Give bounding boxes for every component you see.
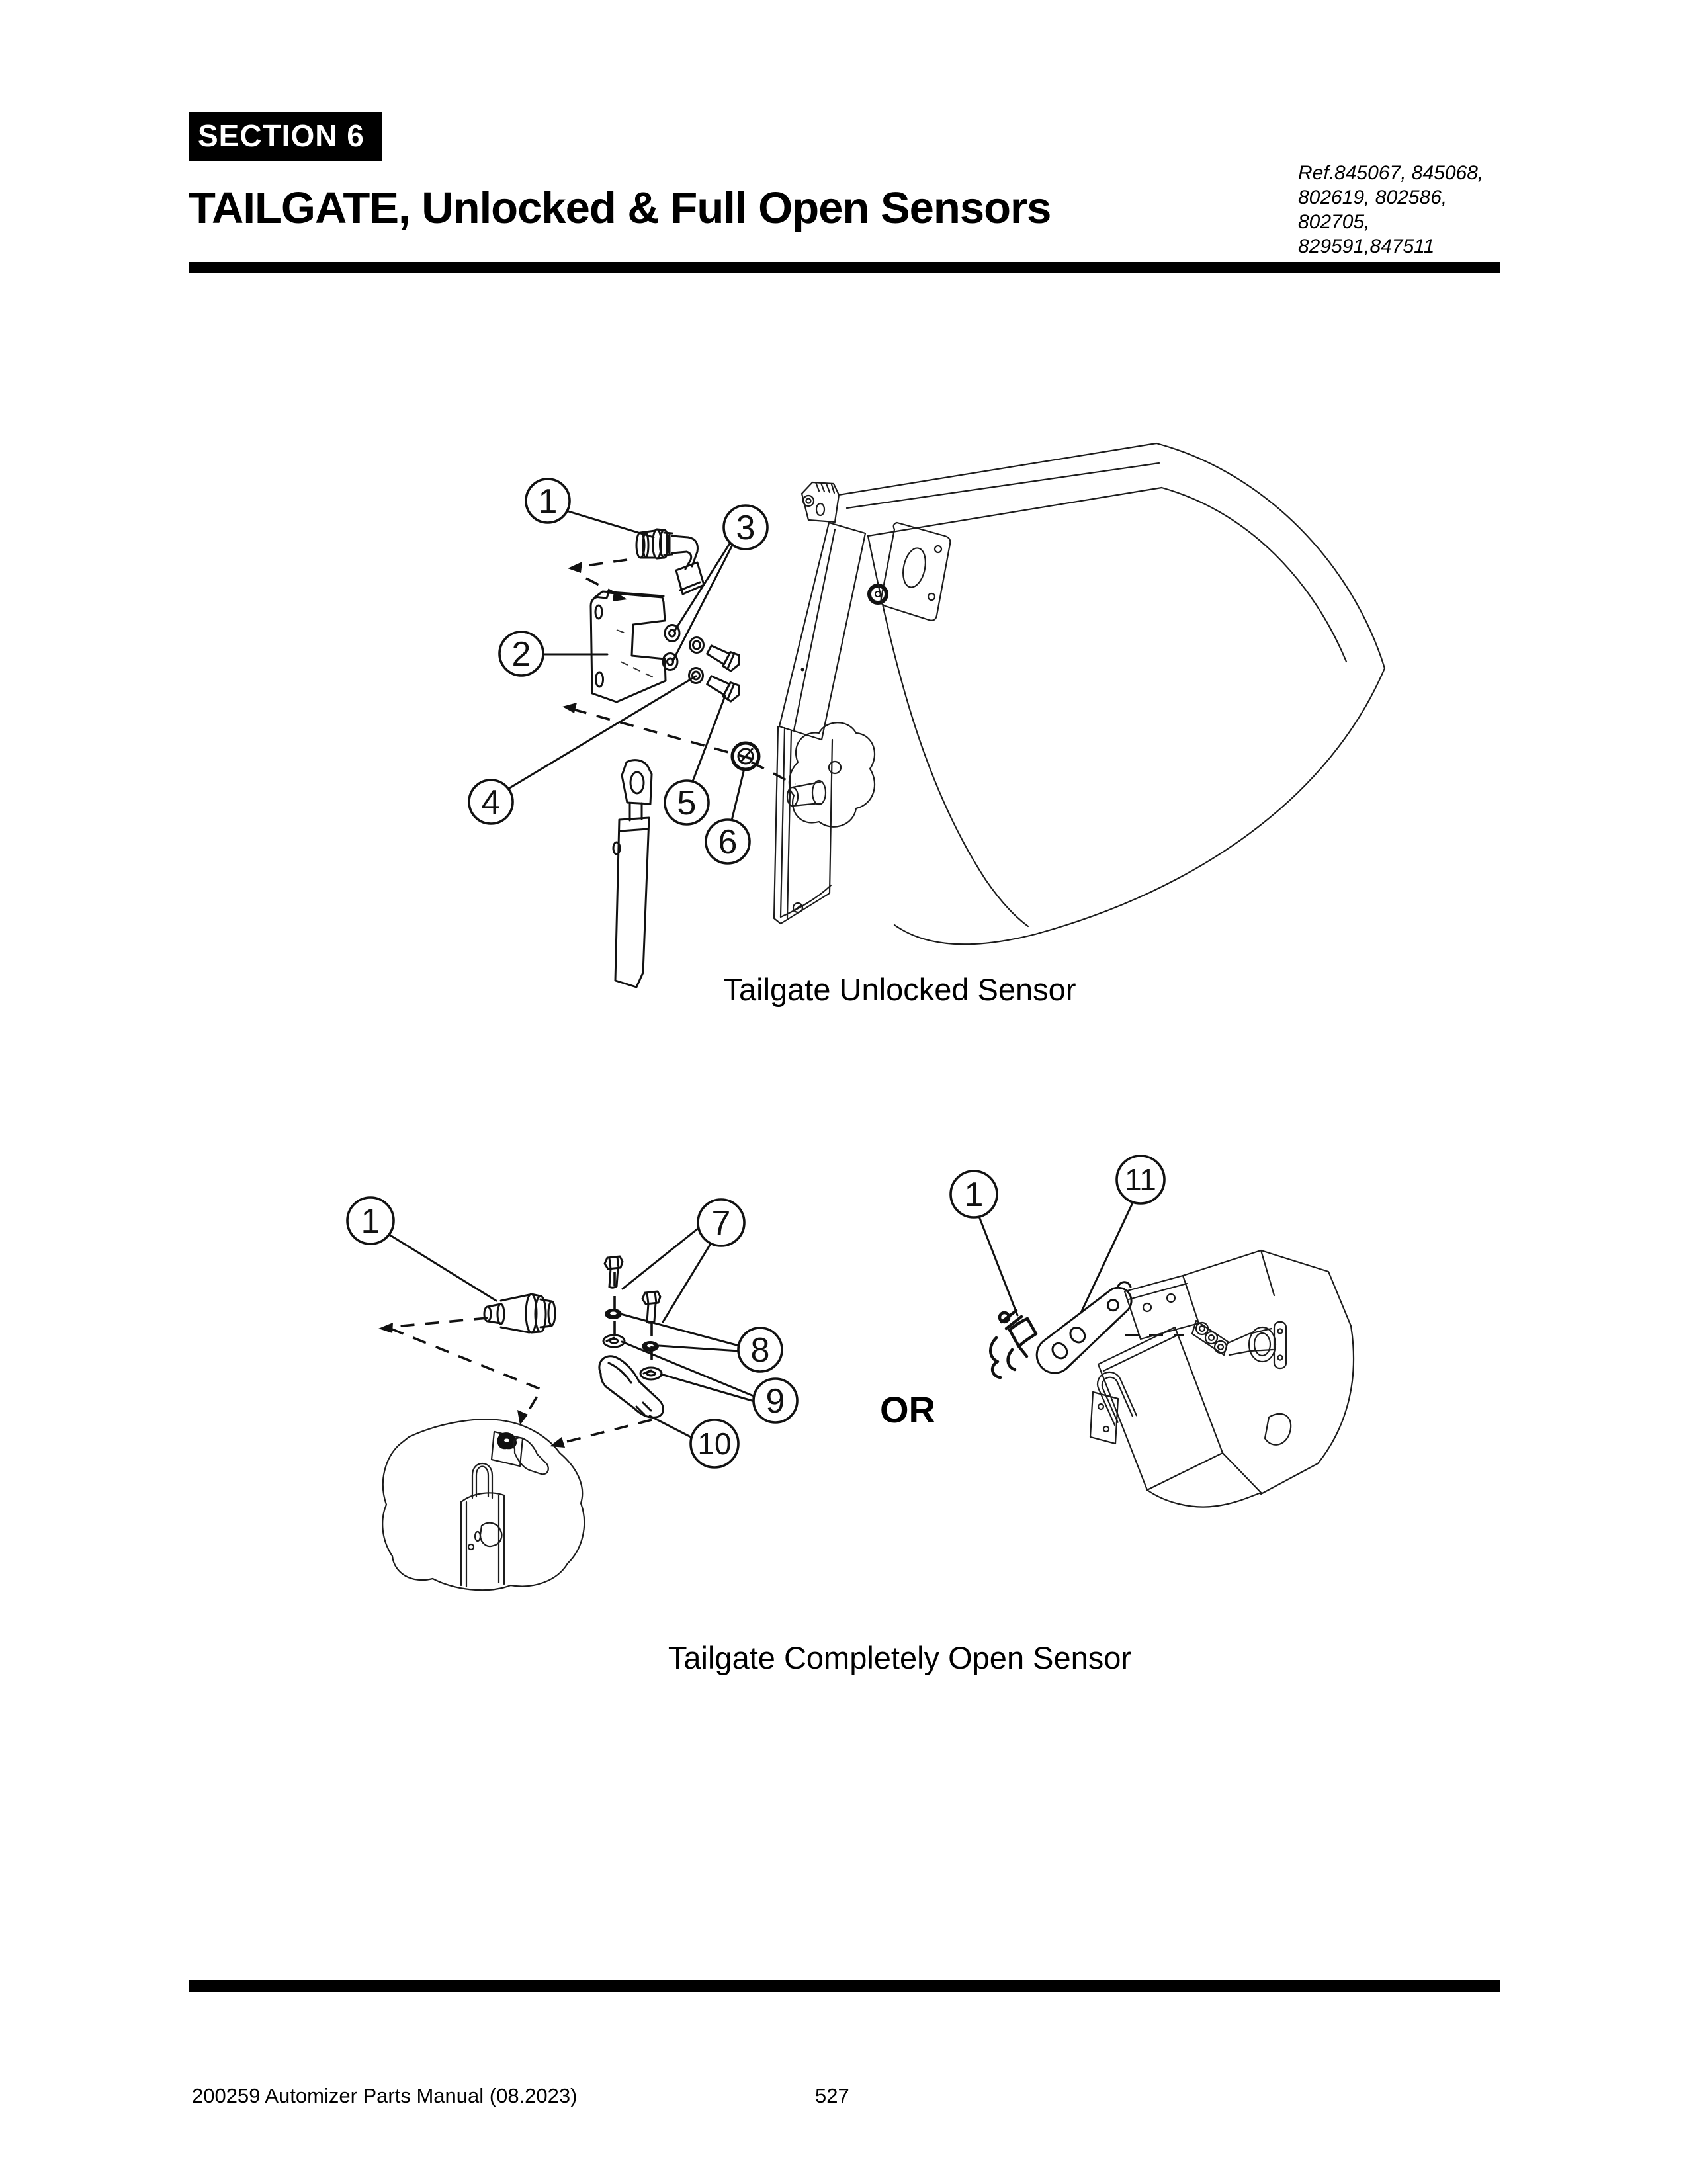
- tailgate-unlocked-sensor-diagram: [469, 443, 1385, 987]
- section-label: SECTION 6: [189, 112, 382, 161]
- leader-lines: [979, 1201, 1133, 1315]
- callout-1: [951, 1171, 997, 1217]
- svg-text:2: 2: [511, 635, 531, 674]
- sensor-bracket: [599, 1356, 664, 1418]
- hydraulic-cylinder: [613, 760, 652, 987]
- tailgate-outline: [774, 443, 1385, 944]
- callout-1: [526, 479, 570, 523]
- mounting-bracket: [591, 591, 666, 702]
- hex-bolts: [705, 642, 743, 703]
- svg-text:6: 6: [718, 823, 738, 861]
- callout-7: [698, 1200, 744, 1246]
- proximity-sensor: [636, 529, 704, 594]
- svg-text:9: 9: [765, 1382, 785, 1420]
- diagram1-caption: Tailgate Unlocked Sensor: [723, 972, 1076, 1007]
- ref-line: 829591,847511: [1298, 236, 1435, 257]
- svg-text:7: 7: [711, 1204, 731, 1243]
- callout-10: [691, 1420, 738, 1467]
- ref-line: 802619, 802586,: [1298, 187, 1448, 208]
- callout-11: [1117, 1156, 1164, 1203]
- callout-1: [347, 1198, 394, 1244]
- latch-assembly-outline: [1090, 1250, 1354, 1507]
- footer-rule: [189, 1980, 1500, 1992]
- leader-lines: [387, 1228, 754, 1438]
- ref-line: Ref.845067, 845068,: [1298, 162, 1484, 184]
- tailgate-open-sensor-diagram-right: [951, 1156, 1354, 1507]
- tailgate-open-sensor-diagram-left: [347, 1198, 797, 1590]
- ref-line: 802705,: [1298, 211, 1370, 233]
- callout-2: [499, 632, 543, 676]
- svg-text:1: 1: [361, 1202, 380, 1241]
- svg-text:11: 11: [1125, 1162, 1156, 1197]
- svg-text:8: 8: [750, 1331, 770, 1370]
- diagram2-caption: Tailgate Completely Open Sensor: [668, 1640, 1132, 1675]
- leader-lines: [507, 511, 744, 820]
- callout-9: [754, 1379, 797, 1422]
- footer-page-number: 527: [815, 2084, 849, 2107]
- svg-text:3: 3: [736, 509, 756, 547]
- callout-8: [738, 1328, 782, 1372]
- page-title: TAILGATE, Unlocked & Full Open Sensors: [189, 183, 1051, 233]
- svg-text:1: 1: [538, 482, 558, 521]
- svg-text:4: 4: [481, 783, 501, 822]
- svg-text:10: 10: [697, 1426, 732, 1461]
- footer-manual-ref: 200259 Automizer Parts Manual (08.2023): [192, 2084, 578, 2107]
- callout-5: [665, 781, 709, 824]
- callout-6: [706, 820, 750, 863]
- callout-4: [469, 780, 513, 824]
- svg-text:5: 5: [677, 784, 697, 822]
- svg-text:1: 1: [964, 1176, 984, 1214]
- proximity-sensor-with-clip: [990, 1311, 1036, 1377]
- or-label: OR: [880, 1389, 935, 1430]
- callout-3: [724, 505, 767, 549]
